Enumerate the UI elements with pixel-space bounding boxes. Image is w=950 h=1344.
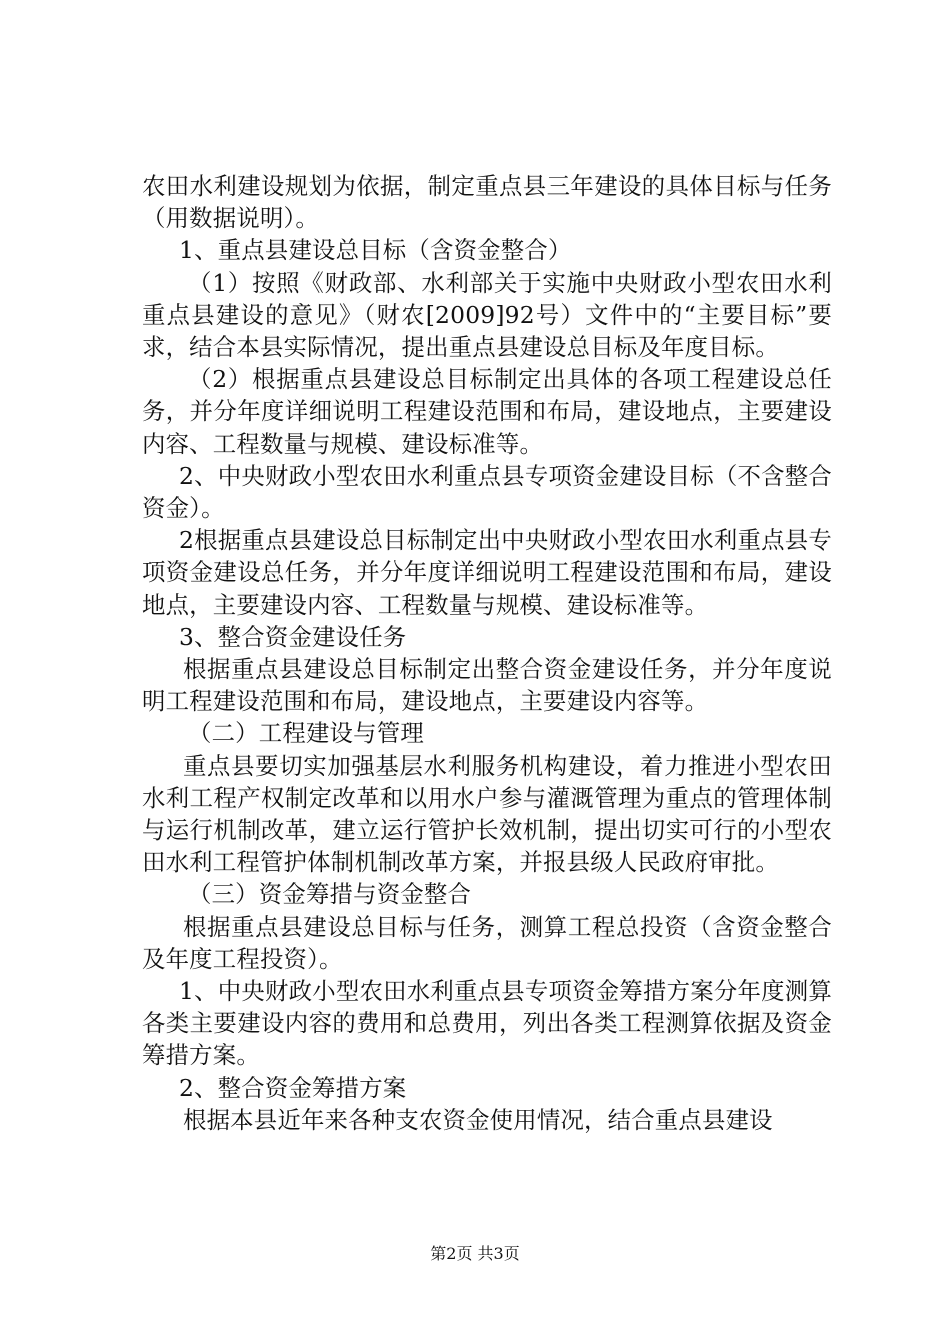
paragraph-12: 根据重点县建设总目标与任务，测算工程总投资（含资金整合及年度工程投资）。 (142, 912, 832, 973)
paragraph-11: （三）资金筹措与资金整合 (188, 880, 472, 909)
paragraph-3: （1）按照《财政部、水利部关于实施中央财政小型农田水利重点县建设的意见》（财农[2009]92号）文件中的“主要目标”要求，结合本县实际情况，提出重点县建设总目标及年度目标。 (142, 268, 832, 362)
paragraph-9: （二）工程建设与管理 (188, 719, 424, 748)
paragraph-2: 1、重点县建设总目标（含资金整合） (179, 236, 572, 265)
paragraph-7: 3、整合资金建设任务 (179, 622, 407, 651)
paragraph-13: 1、中央财政小型农田水利重点县专项资金筹措方案分年度测算各类主要建设内容的费用和总费用，列出各类工程测算依据及资金筹措方案。 (142, 977, 832, 1070)
paragraph-14: 2、整合资金筹措方案 (179, 1073, 407, 1102)
paragraph-5: 2、中央财政小型农田水利重点县专项资金建设目标（不含整合资金）。 (142, 461, 832, 523)
paragraph-10: 重点县要切实加强基层水利服务机构建设，着力推进小型农田水利工程产权制定改革和以用水户参与灌溉管理为重点的管理体制与运行机制改革，建立运行管护长效机制，提出切实可行的小型农田水利工程管护体制机制改革方案，并报县级人民政府审批。 (142, 751, 832, 877)
paragraph-8: 根据重点县建设总目标制定出整合资金建设任务，并分年度说明工程建设范围和布局，建设地点，主要建设内容等。 (142, 655, 832, 716)
page-footer (0, 1244, 950, 1264)
page-number-label: 第2页 共3页 (430, 1244, 520, 1263)
paragraph-6: 2根据重点县建设总目标制定出中央财政小型农田水利重点县专项资金建设总任务，并分年度详细说明工程建设范围和布局，建设地点，主要建设内容、工程数量与规模、建设标准等。 (142, 526, 832, 619)
document-body (142, 170, 832, 1136)
paragraph-4: （2）根据重点县建设总目标制定出具体的各项工程建设总任务，并分年度详细说明工程建设范围和布局，建设地点，主要建设内容、工程数量与规模、建设标准等。 (142, 365, 832, 458)
paragraph-15: 根据本县近年来各种支农资金使用情况，结合重点县建设 (183, 1105, 773, 1134)
paragraph-1: 农田水利建设规划为依据，制定重点县三年建设的具体目标与任务（用数据说明）。 (142, 172, 832, 233)
